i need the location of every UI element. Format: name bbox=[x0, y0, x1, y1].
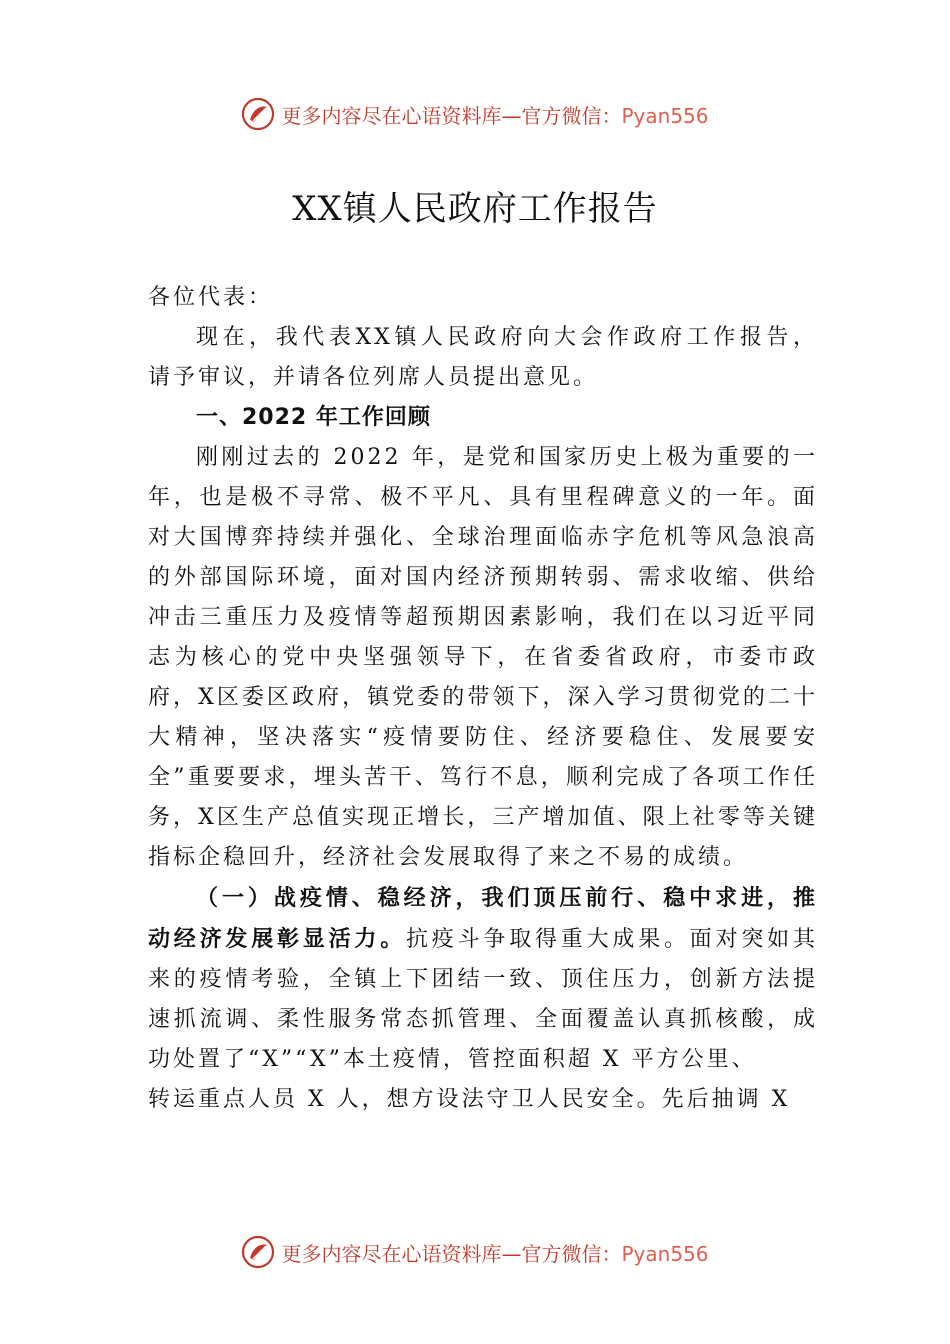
document-body bbox=[148, 278, 818, 1120]
subsection-paragraph bbox=[148, 878, 818, 1080]
greeting: 各位代表： bbox=[148, 285, 274, 310]
document-title: XX镇人民政府工作报告 bbox=[292, 189, 658, 229]
watermark-text: 更多内容尽在心语资料库—官方微信：Pyan556 bbox=[281, 1241, 709, 1266]
subsection-continued: 转运重点人员 X 人，想方设法守卫人民安全。先后抽调 X bbox=[148, 1087, 791, 1112]
watermark-footer bbox=[0, 1232, 950, 1272]
wechat-id: Pyan556 bbox=[621, 103, 709, 128]
brand-logo-icon bbox=[241, 1235, 275, 1269]
subsection-heading: （一）战疫情、稳经济，我们顶压前行、稳中求进，推动经济发展彰显活力。 bbox=[148, 885, 818, 952]
watermark-text: 更多内容尽在心语资料库—官方微信：Pyan556 bbox=[281, 103, 709, 128]
subsection-text: 抗疫斗争取得重大成果。面对突如其来的疫情考验，全镇上下团结一致、顶住压力，创新方法提速抓流调、柔性服务常态抓管理、全面覆盖认真抓核酸，成功处置了“X”“X”本土疫情，管控面积超 X 平方公里、 bbox=[148, 927, 818, 1072]
brand-logo-icon bbox=[241, 97, 275, 131]
wechat-id: Pyan556 bbox=[621, 1241, 709, 1266]
watermark-header bbox=[0, 94, 950, 134]
section-heading: 一、2022 年工作回顾 bbox=[196, 405, 431, 430]
review-paragraph: 刚刚过去的 2022 年，是党和国家历史上极为重要的一年，也是极不寻常、极不平凡、具有里程碑意义的一年。面对大国博弈持续并强化、全球治理面临赤字危机等风急浪高的外部国际环境，面对国内经济预期转弱、需求收缩、供给冲击三重压力及疫情等超预期因素影响，我们在以习近平同志为核心的党中央坚强领导下，在省委省政府，市委市政府，X区委区政府，镇党委的带领下，深入学习贯彻党的二十大精神，坚决落实“疫情要防住、经济要稳住、发展要安全”重要要求，埋头苦干、笃行不息，顺利完成了各项工作任务，X区生产总值实现正增长，三产增加值、限上社零等关键指标企稳回升，经济社会发展取得了来之不易的成绩。 bbox=[148, 445, 818, 870]
intro-paragraph: 现在，我代表XX镇人民政府向大会作政府工作报告， 请予审议，并请各位列席人员提出意见。 bbox=[148, 325, 818, 390]
